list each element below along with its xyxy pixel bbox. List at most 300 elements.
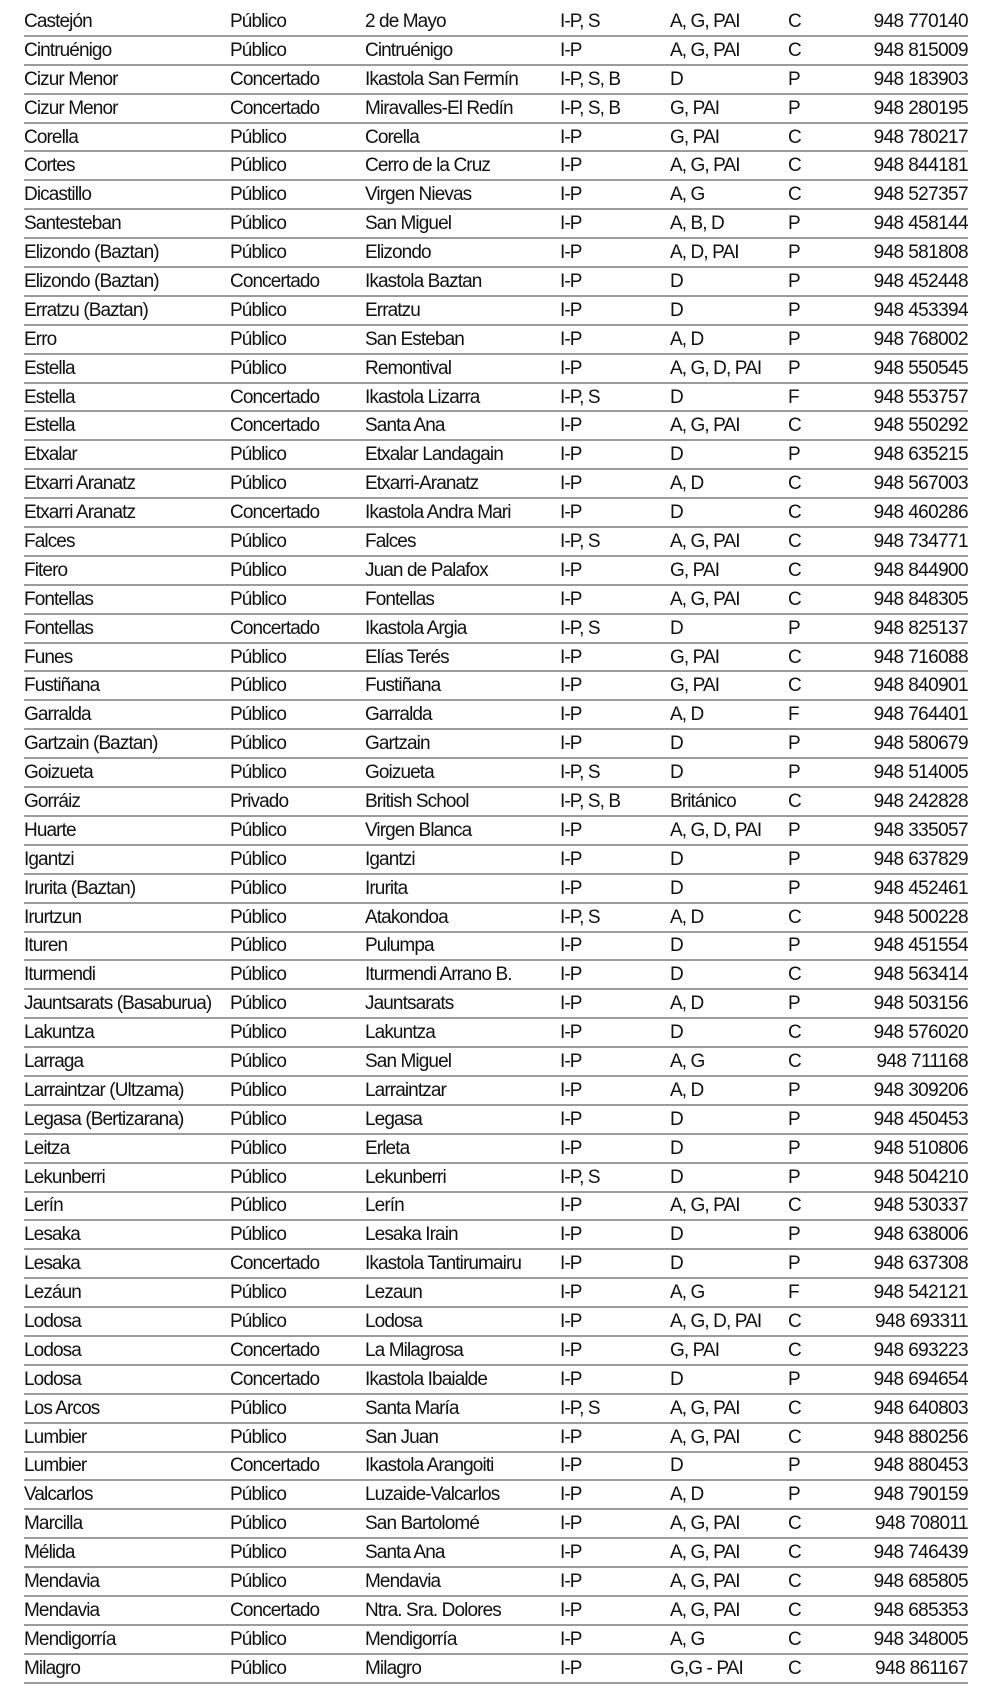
locality-cell: Funes [24,643,230,672]
school-type-cell: Público [230,1394,365,1423]
phone-cell: 948 716088 [832,643,968,672]
language-models-cell: A, G, D, PAI [670,816,788,845]
table-row [24,556,968,585]
table-row [24,325,968,354]
school-name-cell: Fontellas [365,585,560,614]
school-name-cell: Mendigorría [365,1625,560,1654]
school-name-cell: Iturmendi Arrano B. [365,960,560,989]
phone-cell: 948 844181 [832,151,968,180]
regime-cell: C [788,1307,832,1336]
phone-cell: 948 550545 [832,354,968,383]
school-name-cell: San Bartolomé [365,1509,560,1538]
levels-cell: I-P [560,671,670,700]
school-type-cell: Público [230,989,365,1018]
regime-cell: C [788,411,832,440]
phone-cell: 948 708011 [832,1509,968,1538]
levels-cell: I-P [560,209,670,238]
table-row [24,1452,968,1481]
levels-cell: I-P [560,498,670,527]
phone-cell: 948 450453 [832,1105,968,1134]
regime-cell: P [788,354,832,383]
levels-cell: I-P, S, B [560,787,670,816]
regime-cell: C [788,1567,832,1596]
levels-cell: I-P, S [560,527,670,556]
table-row [24,383,968,412]
locality-cell: Garralda [24,700,230,729]
regime-cell: C [788,960,832,989]
table-row [24,296,968,325]
regime-cell: C [788,1192,832,1221]
language-models-cell: A, G, PAI [670,1596,788,1625]
regime-cell: C [788,556,832,585]
locality-cell: Etxarri Aranatz [24,469,230,498]
locality-cell: Estella [24,411,230,440]
phone-cell: 948 580679 [832,729,968,758]
school-name-cell: Etxarri-Aranatz [365,469,560,498]
school-type-cell: Público [230,1538,365,1567]
school-type-cell: Público [230,325,365,354]
levels-cell: I-P [560,1538,670,1567]
phone-cell: 948 685353 [832,1596,968,1625]
school-type-cell: Público [230,903,365,932]
regime-cell: F [788,1278,832,1307]
locality-cell: Igantzi [24,845,230,874]
table-row [24,1394,968,1423]
phone-cell: 948 815009 [832,36,968,65]
school-type-cell: Concertado [230,1249,365,1278]
language-models-cell: A, G [670,180,788,209]
table-row [24,585,968,614]
levels-cell: I-P, S [560,1163,670,1192]
phone-cell: 948 183903 [832,65,968,94]
language-models-cell: D [670,932,788,961]
levels-cell: I-P [560,1105,670,1134]
school-type-cell: Público [230,585,365,614]
regime-cell: C [788,180,832,209]
table-row [24,1047,968,1076]
locality-cell: Leitza [24,1134,230,1163]
school-name-cell: Virgen Blanca [365,816,560,845]
school-type-cell: Público [230,874,365,903]
phone-cell: 948 637308 [832,1249,968,1278]
phone-cell: 948 458144 [832,209,968,238]
table-row [24,1509,968,1538]
table-row [24,643,968,672]
regime-cell: P [788,845,832,874]
levels-cell: I-P [560,238,670,267]
school-name-cell: Remontival [365,354,560,383]
school-type-cell: Público [230,556,365,585]
table-row [24,1365,968,1394]
school-name-cell: Ikastola Baztan [365,267,560,296]
levels-cell: I-P [560,729,670,758]
regime-cell: P [788,1249,832,1278]
school-type-cell: Concertado [230,267,365,296]
regime-cell: P [788,94,832,123]
regime-cell: F [788,700,832,729]
regime-cell: P [788,296,832,325]
regime-cell: C [788,903,832,932]
phone-cell: 948 514005 [832,758,968,787]
phone-cell: 948 280195 [832,94,968,123]
regime-cell: P [788,758,832,787]
levels-cell: I-P [560,1452,670,1481]
levels-cell: I-P [560,845,670,874]
table-row [24,989,968,1018]
levels-cell: I-P, S [560,903,670,932]
phone-cell: 948 567003 [832,469,968,498]
phone-cell: 948 880256 [832,1423,968,1452]
levels-cell: I-P [560,1134,670,1163]
school-name-cell: Falces [365,527,560,556]
phone-cell: 948 780217 [832,123,968,152]
levels-cell: I-P [560,1423,670,1452]
phone-cell: 948 861167 [832,1654,968,1683]
phone-cell: 948 348005 [832,1625,968,1654]
phone-cell: 948 453394 [832,296,968,325]
regime-cell: C [788,1394,832,1423]
school-name-cell: Virgen Nievas [365,180,560,209]
levels-cell: I-P [560,989,670,1018]
school-name-cell: Miravalles-El Redín [365,94,560,123]
school-type-cell: Concertado [230,1596,365,1625]
table-row [24,498,968,527]
language-models-cell: D [670,1163,788,1192]
regime-cell: P [788,325,832,354]
language-models-cell: A, D [670,700,788,729]
school-name-cell: Jauntsarats [365,989,560,1018]
school-type-cell: Público [230,1625,365,1654]
language-models-cell: A, G, PAI [670,411,788,440]
school-name-cell: Mendavia [365,1567,560,1596]
phone-cell: 948 563414 [832,960,968,989]
locality-cell: Lezáun [24,1278,230,1307]
phone-cell: 948 504210 [832,1163,968,1192]
school-type-cell: Público [230,527,365,556]
regime-cell: C [788,1509,832,1538]
locality-cell: Etxarri Aranatz [24,498,230,527]
locality-cell: Larraga [24,1047,230,1076]
table-row [24,960,968,989]
language-models-cell: A, G, PAI [670,1509,788,1538]
table-row [24,787,968,816]
locality-cell: Santesteban [24,209,230,238]
school-name-cell: Atakondoa [365,903,560,932]
table-row [24,1278,968,1307]
regime-cell: P [788,238,832,267]
school-name-cell: Pulumpa [365,932,560,961]
language-models-cell: D [670,1249,788,1278]
locality-cell: Cizur Menor [24,65,230,94]
school-name-cell: Lodosa [365,1307,560,1336]
levels-cell: I-P, S [560,614,670,643]
regime-cell: P [788,1134,832,1163]
school-name-cell: San Miguel [365,1047,560,1076]
school-name-cell: Santa Ana [365,411,560,440]
locality-cell: Estella [24,354,230,383]
school-name-cell: Lezaun [365,1278,560,1307]
phone-cell: 948 770140 [832,8,968,36]
locality-cell: Cortes [24,151,230,180]
levels-cell: I-P [560,1192,670,1221]
phone-cell: 948 693311 [832,1307,968,1336]
table-row [24,932,968,961]
locality-cell: Lakuntza [24,1018,230,1047]
table-row [24,1163,968,1192]
locality-cell: Goizueta [24,758,230,787]
school-type-cell: Concertado [230,383,365,412]
table-row [24,671,968,700]
language-models-cell: D [670,1105,788,1134]
locality-cell: Castejón [24,8,230,36]
school-type-cell: Público [230,296,365,325]
language-models-cell: A, D, PAI [670,238,788,267]
language-models-cell: D [670,614,788,643]
levels-cell: I-P [560,1249,670,1278]
locality-cell: Milagro [24,1654,230,1683]
locality-cell: Mendigorría [24,1625,230,1654]
locality-cell: Los Arcos [24,1394,230,1423]
levels-cell: I-P [560,700,670,729]
table-row [24,1654,968,1683]
locality-cell: Fontellas [24,614,230,643]
regime-cell: P [788,1220,832,1249]
regime-cell: P [788,1365,832,1394]
table-row [24,1220,968,1249]
language-models-cell: Británico [670,787,788,816]
regime-cell: P [788,816,832,845]
table-row [24,94,968,123]
language-models-cell: A, G [670,1047,788,1076]
locality-cell: Gorráiz [24,787,230,816]
table-row [24,209,968,238]
table-row [24,1336,968,1365]
regime-cell: P [788,1105,832,1134]
school-name-cell: Lesaka Irain [365,1220,560,1249]
school-type-cell: Público [230,1192,365,1221]
table-row [24,1625,968,1654]
table-row [24,1076,968,1105]
language-models-cell: D [670,1134,788,1163]
school-type-cell: Público [230,8,365,36]
table-row [24,816,968,845]
school-type-cell: Privado [230,787,365,816]
school-type-cell: Público [230,1567,365,1596]
table-row [24,758,968,787]
school-name-cell: Ikastola Arangoiti [365,1452,560,1481]
levels-cell: I-P [560,36,670,65]
school-type-cell: Público [230,1423,365,1452]
school-name-cell: Ikastola Ibaialde [365,1365,560,1394]
school-type-cell: Público [230,238,365,267]
levels-cell: I-P, S [560,758,670,787]
locality-cell: Estella [24,383,230,412]
phone-cell: 948 542121 [832,1278,968,1307]
regime-cell: C [788,8,832,36]
regime-cell: C [788,527,832,556]
locality-cell: Lerín [24,1192,230,1221]
levels-cell: I-P [560,1480,670,1509]
school-name-cell: Fustiñana [365,671,560,700]
school-name-cell: San Esteban [365,325,560,354]
levels-cell: I-P [560,1654,670,1683]
regime-cell: P [788,614,832,643]
school-type-cell: Público [230,960,365,989]
table-row [24,1596,968,1625]
levels-cell: I-P [560,1047,670,1076]
phone-cell: 948 581808 [832,238,968,267]
levels-cell: I-P, S, B [560,94,670,123]
school-name-cell: British School [365,787,560,816]
school-type-cell: Público [230,1480,365,1509]
levels-cell: I-P [560,325,670,354]
locality-cell: Lumbier [24,1423,230,1452]
school-name-cell: Juan de Palafox [365,556,560,585]
language-models-cell: A, G, PAI [670,1423,788,1452]
school-table [24,8,968,1684]
school-type-cell: Público [230,123,365,152]
school-type-cell: Público [230,1105,365,1134]
language-models-cell: G, PAI [670,1336,788,1365]
levels-cell: I-P [560,1567,670,1596]
school-type-cell: Público [230,671,365,700]
school-name-cell: Cerro de la Cruz [365,151,560,180]
table-row [24,1423,968,1452]
school-name-cell: Elizondo [365,238,560,267]
levels-cell: I-P [560,180,670,209]
levels-cell: I-P [560,960,670,989]
school-name-cell: Ikastola San Fermín [365,65,560,94]
school-name-cell: Igantzi [365,845,560,874]
school-name-cell: Lekunberri [365,1163,560,1192]
language-models-cell: G, PAI [670,556,788,585]
school-type-cell: Concertado [230,1336,365,1365]
levels-cell: I-P, S [560,1394,670,1423]
school-name-cell: Luzaide-Valcarlos [365,1480,560,1509]
school-type-cell: Público [230,1076,365,1105]
language-models-cell: D [670,267,788,296]
locality-cell: Fustiñana [24,671,230,700]
phone-cell: 948 880453 [832,1452,968,1481]
school-name-cell: San Miguel [365,209,560,238]
regime-cell: P [788,1076,832,1105]
phone-cell: 948 530337 [832,1192,968,1221]
locality-cell: Cintruénigo [24,36,230,65]
locality-cell: Iturmendi [24,960,230,989]
language-models-cell: A, D [670,903,788,932]
regime-cell: P [788,440,832,469]
language-models-cell: D [670,383,788,412]
school-type-cell: Público [230,180,365,209]
language-models-cell: A, D [670,989,788,1018]
regime-cell: C [788,469,832,498]
levels-cell: I-P [560,932,670,961]
locality-cell: Dicastillo [24,180,230,209]
locality-cell: Falces [24,527,230,556]
regime-cell: C [788,671,832,700]
locality-cell: Corella [24,123,230,152]
levels-cell: I-P [560,816,670,845]
table-row [24,614,968,643]
locality-cell: Lesaka [24,1249,230,1278]
table-row [24,267,968,296]
language-models-cell: D [670,1365,788,1394]
phone-cell: 948 825137 [832,614,968,643]
levels-cell: I-P [560,354,670,383]
phone-cell: 948 640803 [832,1394,968,1423]
language-models-cell: A, G, PAI [670,1567,788,1596]
levels-cell: I-P [560,585,670,614]
school-name-cell: Corella [365,123,560,152]
locality-cell: Erratzu (Baztan) [24,296,230,325]
phone-cell: 948 451554 [832,932,968,961]
school-type-cell: Público [230,1509,365,1538]
language-models-cell: A, G, PAI [670,585,788,614]
locality-cell: Mendavia [24,1596,230,1625]
school-type-cell: Público [230,643,365,672]
levels-cell: I-P [560,440,670,469]
locality-cell: Elizondo (Baztan) [24,238,230,267]
locality-cell: Marcilla [24,1509,230,1538]
levels-cell: I-P [560,267,670,296]
language-models-cell: D [670,729,788,758]
table-row [24,8,968,36]
phone-cell: 948 764401 [832,700,968,729]
school-type-cell: Público [230,151,365,180]
phone-cell: 948 510806 [832,1134,968,1163]
levels-cell: I-P [560,556,670,585]
locality-cell: Lodosa [24,1336,230,1365]
regime-cell: P [788,874,832,903]
levels-cell: I-P [560,411,670,440]
school-name-cell: Goizueta [365,758,560,787]
table-row [24,1538,968,1567]
phone-cell: 948 790159 [832,1480,968,1509]
school-type-cell: Concertado [230,498,365,527]
regime-cell: C [788,123,832,152]
locality-cell: Legasa (Bertizarana) [24,1105,230,1134]
language-models-cell: A, G [670,1278,788,1307]
locality-cell: Fontellas [24,585,230,614]
levels-cell: I-P [560,1018,670,1047]
phone-cell: 948 452448 [832,267,968,296]
levels-cell: I-P [560,151,670,180]
regime-cell: C [788,498,832,527]
table-row [24,1307,968,1336]
language-models-cell: A, G, D, PAI [670,1307,788,1336]
language-models-cell: A, G, PAI [670,1394,788,1423]
regime-cell: P [788,1452,832,1481]
school-name-cell: Lakuntza [365,1018,560,1047]
language-models-cell: G, PAI [670,643,788,672]
phone-cell: 948 685805 [832,1567,968,1596]
locality-cell: Elizondo (Baztan) [24,267,230,296]
language-models-cell: A, D [670,469,788,498]
regime-cell: P [788,989,832,1018]
school-name-cell: Ikastola Lizarra [365,383,560,412]
table-row [24,65,968,94]
regime-cell: C [788,151,832,180]
regime-cell: P [788,1480,832,1509]
locality-cell: Erro [24,325,230,354]
school-type-cell: Concertado [230,614,365,643]
regime-cell: C [788,36,832,65]
language-models-cell: A, G, D, PAI [670,354,788,383]
language-models-cell: D [670,1220,788,1249]
table-row [24,440,968,469]
phone-cell: 948 500228 [832,903,968,932]
locality-cell: Ituren [24,932,230,961]
